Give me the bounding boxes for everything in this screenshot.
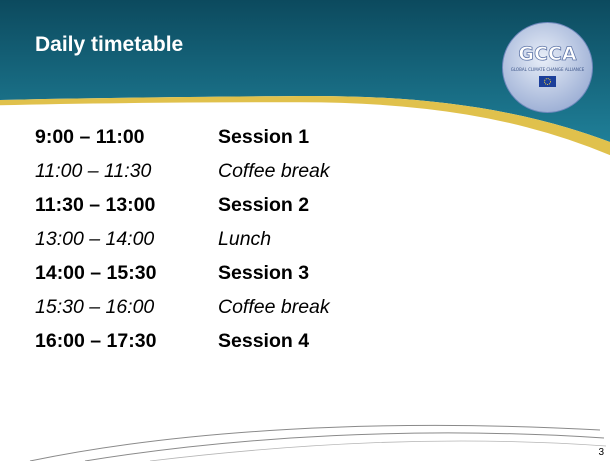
page-number: 3: [598, 447, 604, 458]
schedule-label: Coffee break: [218, 160, 330, 182]
gcca-logo: [500, 20, 595, 115]
schedule-label: Session 1: [218, 126, 310, 148]
schedule-label: Session 3: [218, 262, 310, 284]
slide-title: Daily timetable: [35, 33, 184, 56]
footer-swoosh: [0, 410, 610, 461]
eu-flag-icon: [539, 76, 556, 87]
schedule-time: 16:00 – 17:30: [35, 330, 157, 352]
logo-text: GCCA: [518, 43, 577, 65]
schedule-label: Lunch: [218, 228, 272, 250]
logo-tagline: GLOBAL CLIMATE CHANGE ALLIANCE: [510, 67, 585, 72]
schedule-time: 13:00 – 14:00: [35, 228, 155, 250]
schedule-time: 14:00 – 15:30: [35, 262, 157, 284]
schedule-time: 11:30 – 13:00: [35, 194, 156, 216]
schedule-label: Coffee break: [218, 296, 330, 318]
schedule-time: 9:00 – 11:00: [35, 126, 145, 148]
schedule-label: Session 4: [218, 330, 310, 352]
schedule-label: Session 2: [218, 194, 310, 216]
schedule-time: 11:00 – 11:30: [35, 160, 152, 182]
schedule-time: 15:30 – 16:00: [35, 296, 155, 318]
